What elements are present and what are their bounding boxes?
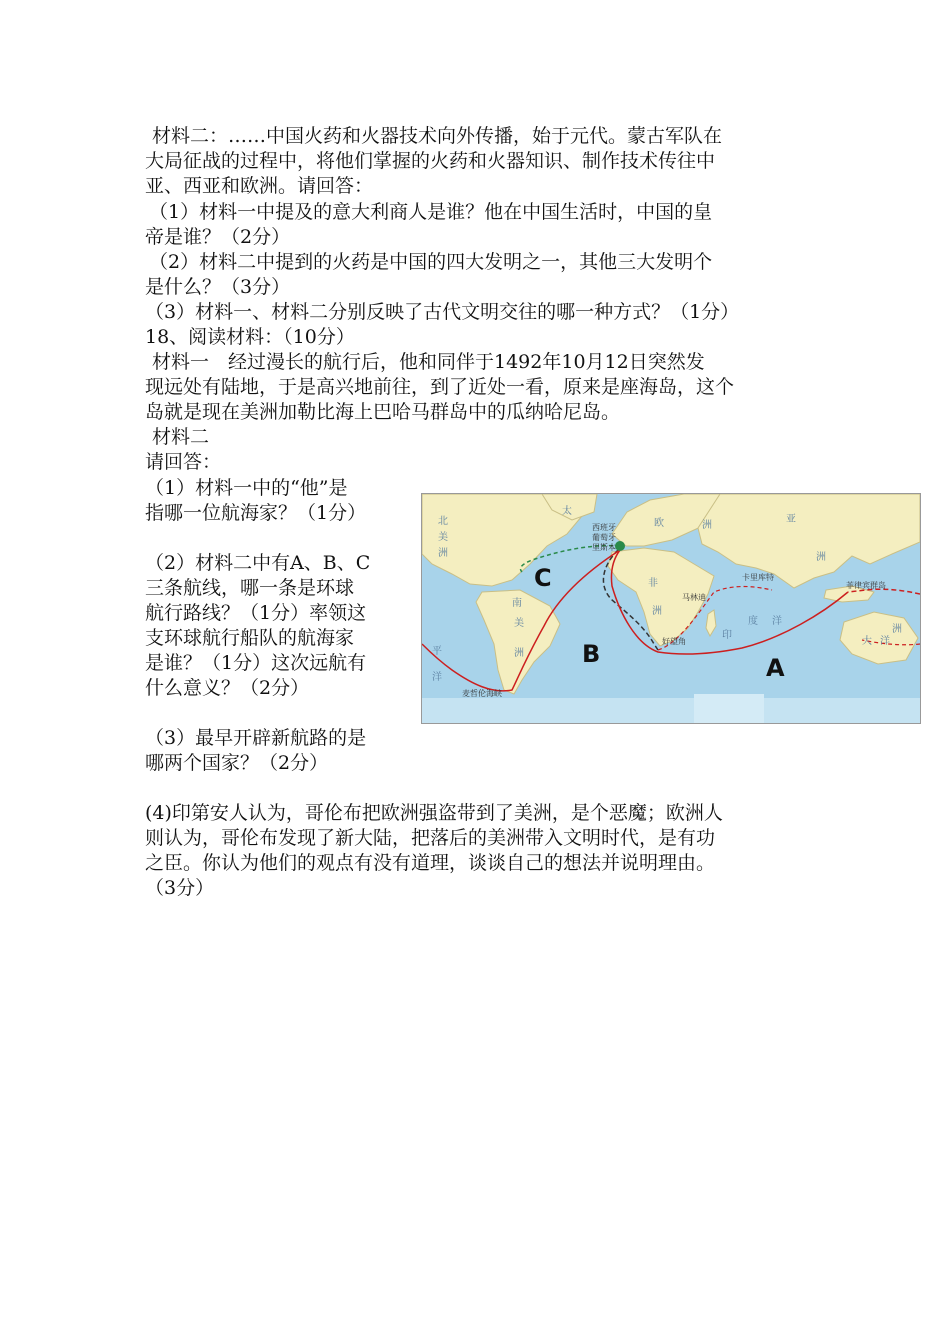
route-b-label: B	[582, 640, 601, 668]
south-ocean	[422, 698, 920, 723]
region-label-2: 美	[438, 532, 448, 543]
region-label-7: 洲	[816, 552, 826, 563]
question-2-line-2: 三条航线，哪一条是环球	[145, 577, 355, 599]
region-label-8: 非	[648, 578, 658, 589]
route-a-label: A	[766, 654, 785, 682]
place-label-cape: 好望角	[662, 637, 686, 646]
voyage-routes-map	[421, 493, 921, 724]
place-label-lisbon: 里斯本	[592, 543, 616, 552]
question-2-line-6: 什么意义？（2分）	[145, 677, 310, 699]
place-label-malindi: 马林迪	[682, 593, 706, 602]
region-label-18: 洲	[892, 624, 902, 635]
region-label-16: 大	[862, 636, 872, 647]
region-label-21: 洋	[432, 672, 442, 683]
question-2-line-3: 航行路线？（1分）率领这	[145, 602, 367, 624]
question-3-line-2: 哪两个国家？（2分）	[145, 752, 329, 774]
region-label-13: 印	[722, 630, 732, 641]
question-4-line-2: 则认为，哥伦布发现了新大陆，把落后的美洲带入文明时代，是有功	[145, 827, 716, 849]
start-marker	[615, 541, 625, 551]
place-label-portugal: 葡萄牙	[592, 533, 616, 542]
region-label-20: 平	[432, 646, 442, 657]
place-label-spain: 西班牙	[592, 523, 616, 532]
region-label-10: 南	[512, 598, 522, 609]
text-line-1: 材料二：……中国火药和火器技术向外传播，始于元代。蒙古军队在	[152, 125, 723, 147]
region-label-9: 洲	[652, 606, 662, 617]
question-1-line-2: 指哪一位航海家？（1分）	[145, 502, 367, 524]
question-4-line-1: (4)印第安人认为，哥伦布把欧洲强盗带到了美洲，是个恶魔；欧洲人	[145, 802, 723, 824]
region-label-5: 洲	[702, 520, 712, 531]
text-line-8: （3）材料一、材料二分别反映了古代文明交往的哪一种方式？（1分）	[145, 301, 740, 323]
region-label-1: 北	[438, 516, 448, 527]
question-4-line-3: 之臣。你认为他们的观点有没有道理，谈谈自己的想法并说明理由。	[145, 852, 716, 874]
question-3-line-1: （3）最早开辟新航路的是	[145, 727, 367, 749]
region-label-14: 度	[748, 616, 758, 627]
world-map-svg	[422, 494, 920, 723]
region-label-4: 欧	[654, 518, 664, 529]
text-line-10: 材料一 经过漫长的航行后，他和同伴于1492年10月12日突然发	[152, 351, 705, 373]
text-line-3: 亚、西亚和欧洲。请回答：	[145, 175, 374, 197]
text-line-14: 请回答：	[145, 451, 222, 473]
text-line-7: 是什么？（3分）	[145, 276, 291, 298]
place-label-philippines: 菲律宾群岛	[846, 581, 886, 590]
cover-block	[694, 694, 764, 723]
text-line-11: 现远处有陆地，于是高兴地前往，到了近处一看，原来是座海岛，这个	[145, 376, 735, 398]
route-c-label: C	[534, 564, 552, 592]
text-line-4: （1）材料一中提及的意大利商人是谁？他在中国生活时，中国的皇	[149, 201, 713, 223]
question-2-line-4: 支环球航行船队的航海家	[145, 627, 355, 649]
text-line-6: （2）材料二中提到的火药是中国的四大发明之一，其他三大发明个	[149, 251, 713, 273]
text-line-5: 帝是谁？（2分）	[145, 226, 291, 248]
region-label-11: 美	[514, 618, 524, 629]
region-label-19: 太	[562, 506, 572, 517]
question-2-line-5: 是谁？（1分）这次远航有	[145, 652, 367, 674]
region-label-17: 洋	[880, 636, 890, 647]
region-label-3: 洲	[438, 548, 448, 559]
region-label-6: 亚	[786, 514, 796, 525]
text-line-13: 材料二	[152, 426, 210, 448]
region-label-12: 洲	[514, 648, 524, 659]
text-line-2: 大局征战的过程中，将他们掌握的火药和火器知识、制作技术传往中	[145, 150, 716, 172]
text-line-12: 岛就是现在美洲加勒比海上巴哈马群岛中的瓜纳哈尼岛。	[145, 401, 621, 423]
question-4-line-4: （3分）	[145, 877, 215, 899]
question-1-line-1: （1）材料一中的“他”是	[145, 477, 348, 499]
text-line-9: 18、阅读材料：（10分）	[145, 326, 355, 348]
place-label-magellan-strait: 麦哲伦海峡	[462, 689, 502, 698]
region-label-15: 洋	[772, 616, 782, 627]
place-label-calicut: 卡里库特	[742, 573, 774, 582]
question-2-line-1: （2）材料二中有A、B、C	[145, 552, 371, 574]
